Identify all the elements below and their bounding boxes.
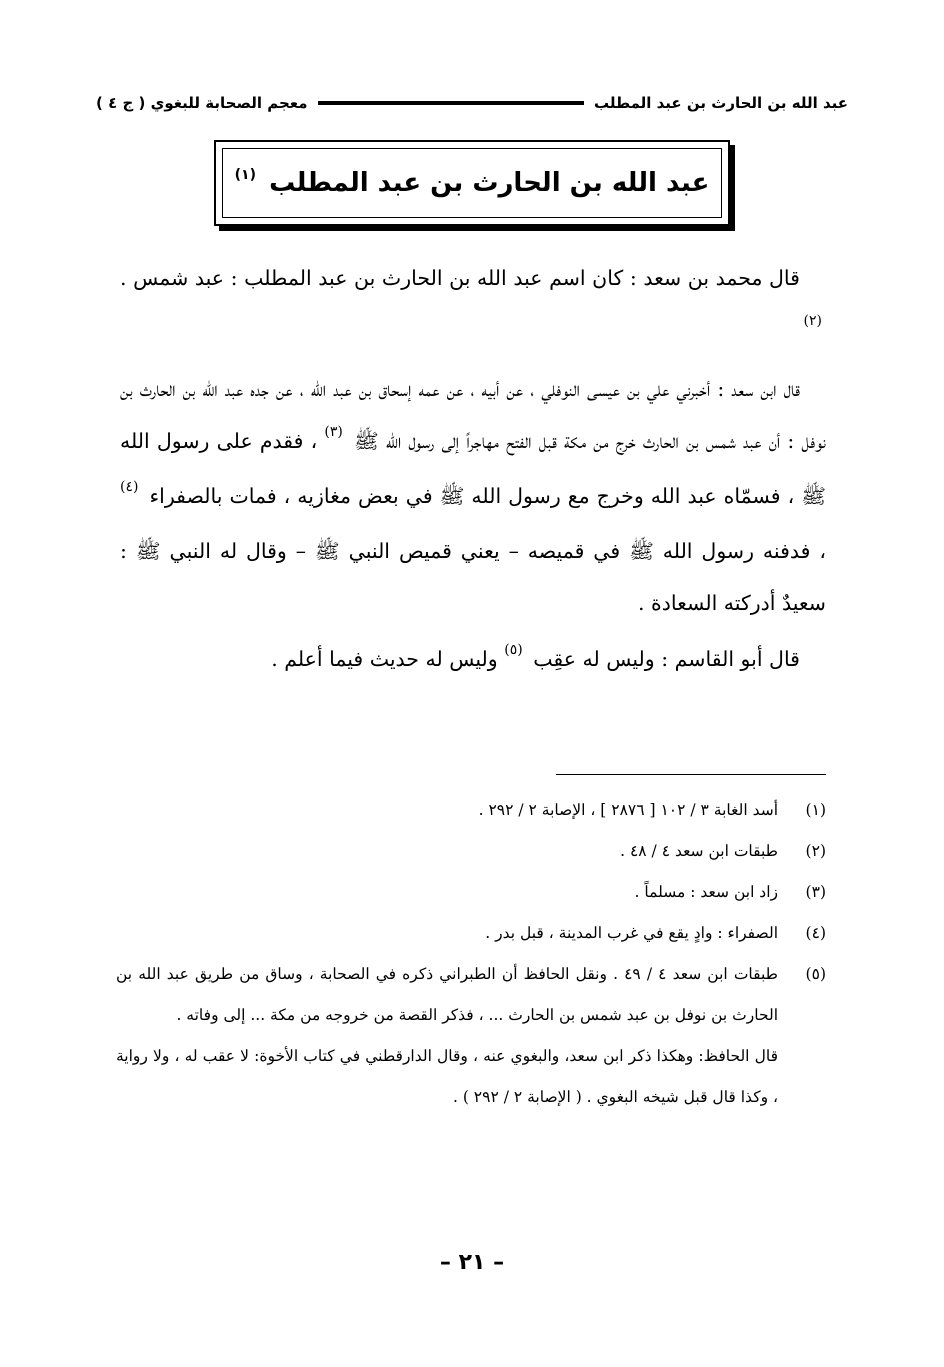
p2-footnote-ref-3: (٣) [324, 424, 343, 440]
footnote-5-continuation [116, 1036, 778, 1118]
p2-line-6: النبي ﷺ – وقال له النبي ﷺ : سعيدٌ أدركته السعادة . [120, 539, 826, 615]
main-text [120, 252, 826, 692]
footnote-3 [116, 872, 826, 913]
footnote-text: الصفراء : وادٍ يقع في غرب المدينة ، قبل بدر . [485, 924, 778, 942]
p2-line-2: إسحاق بن عبد الله ، عن جده عبد الله بن الحارث بن نوفل : أن عبد شمس [120, 377, 826, 453]
p3-end: وليس له حديث فيما أعلم . [271, 647, 498, 671]
p2-line-5-tail: ، فدفنه رسول الله ﷺ في قميصه – يعني قميص [398, 539, 826, 563]
title-footnote-ref: (١) [234, 167, 256, 183]
footnote-continue-line-1: قال الحافظ: وهكذا ذكر ابن سعد، والبغوي عنه ، وقال الدارقطني في كتاب الأخوة: [254, 1047, 778, 1065]
p2-line-5: مغازيه ، فمات بالصفراء [149, 484, 352, 508]
p1-line-2: عبد شمس . [120, 266, 225, 290]
running-header [96, 88, 848, 118]
footnote-text [116, 954, 778, 1036]
p2-line-3: بن الحارث خرج من مكة قبل الفتح مهاجراً إلى رسول الله ﷺ [354, 429, 699, 453]
footnote-continue-line-2: لا عقب له ، ولا رواية ، وكذا قال قبل شيخه البغوي . ( الإصابة ٢ / ٢٩٢ ) . [116, 1047, 778, 1106]
footnote-number: (٥) [805, 965, 826, 983]
paragraph-1 [120, 252, 826, 359]
footnote-text: زاد ابن سعد : مسلماً . [634, 883, 778, 901]
footnote-text: طبقات ابن سعد ٤ / ٤٨ . [620, 842, 778, 860]
p2-line-3-tail: ، فقدم [259, 429, 318, 453]
footnote-5 [116, 954, 826, 1036]
footnote-number: (٤) [805, 924, 826, 942]
section-title-text: عبد الله بن الحارث بن عبد المطلب [269, 168, 710, 198]
footnote-number: (٢) [805, 842, 826, 860]
title-frame [214, 140, 730, 226]
footnote-5-line-1: طبقات ابن سعد ٤ / ٤٩ . ونقل الحافظ أن الطبراني ذكره في الصحابة ، وساق من [239, 965, 778, 983]
footnote-text: أسد الغابة ٣ / ١٠٢ [ ٢٨٧٦ ] ، الإصابة ٢ / ٢٩٢ . [478, 801, 778, 819]
footnote-divider [556, 774, 826, 775]
p3-start: قال أبو القاسم : وليس له عقِب [533, 647, 800, 671]
footnote-2 [116, 831, 826, 872]
p2-line-4: على رسول الله ﷺ ، فسمّاه عبد الله وخرج مع رسول الله ﷺ في بعض [120, 429, 826, 508]
footnote-number: (٣) [805, 883, 826, 901]
page-number: – ٢١ – [439, 1250, 505, 1275]
p3-footnote-ref: (٥) [504, 642, 523, 658]
p1-footnote-ref: (٢) [803, 313, 822, 329]
header-rule [318, 101, 584, 105]
header-book-title: معجم الصحابة للبغوي ( ج ٤ ) [96, 94, 308, 112]
p1-line-1: قال محمد بن سعد : كان اسم عبد الله بن الحارث بن عبد المطلب : [230, 266, 800, 290]
paragraph-2 [120, 363, 826, 629]
footnote-5-line-3: خروجه من مكة ... إلى وفاته . [176, 1006, 369, 1024]
p2-footnote-ref-4: (٤) [120, 479, 139, 495]
p2-line-1: قال ابن سعد : أخبرني علي بن عيسى النوفلي ، عن أبيه ، عن عمه [418, 377, 800, 401]
footnote-5-line-2: طريق عبد الله بن الحارث بن نوفل بن عبد شمس بن الحارث ... ، فذكر القصة من [116, 965, 778, 1024]
footnotes [116, 790, 826, 1118]
footnote-number: (١) [805, 801, 826, 819]
footnote-4 [116, 913, 826, 954]
section-title [235, 168, 710, 198]
footnote-1 [116, 790, 826, 831]
header-section-title: عبد الله بن الحارث بن عبد المطلب [593, 94, 848, 112]
paragraph-3 [120, 633, 826, 688]
